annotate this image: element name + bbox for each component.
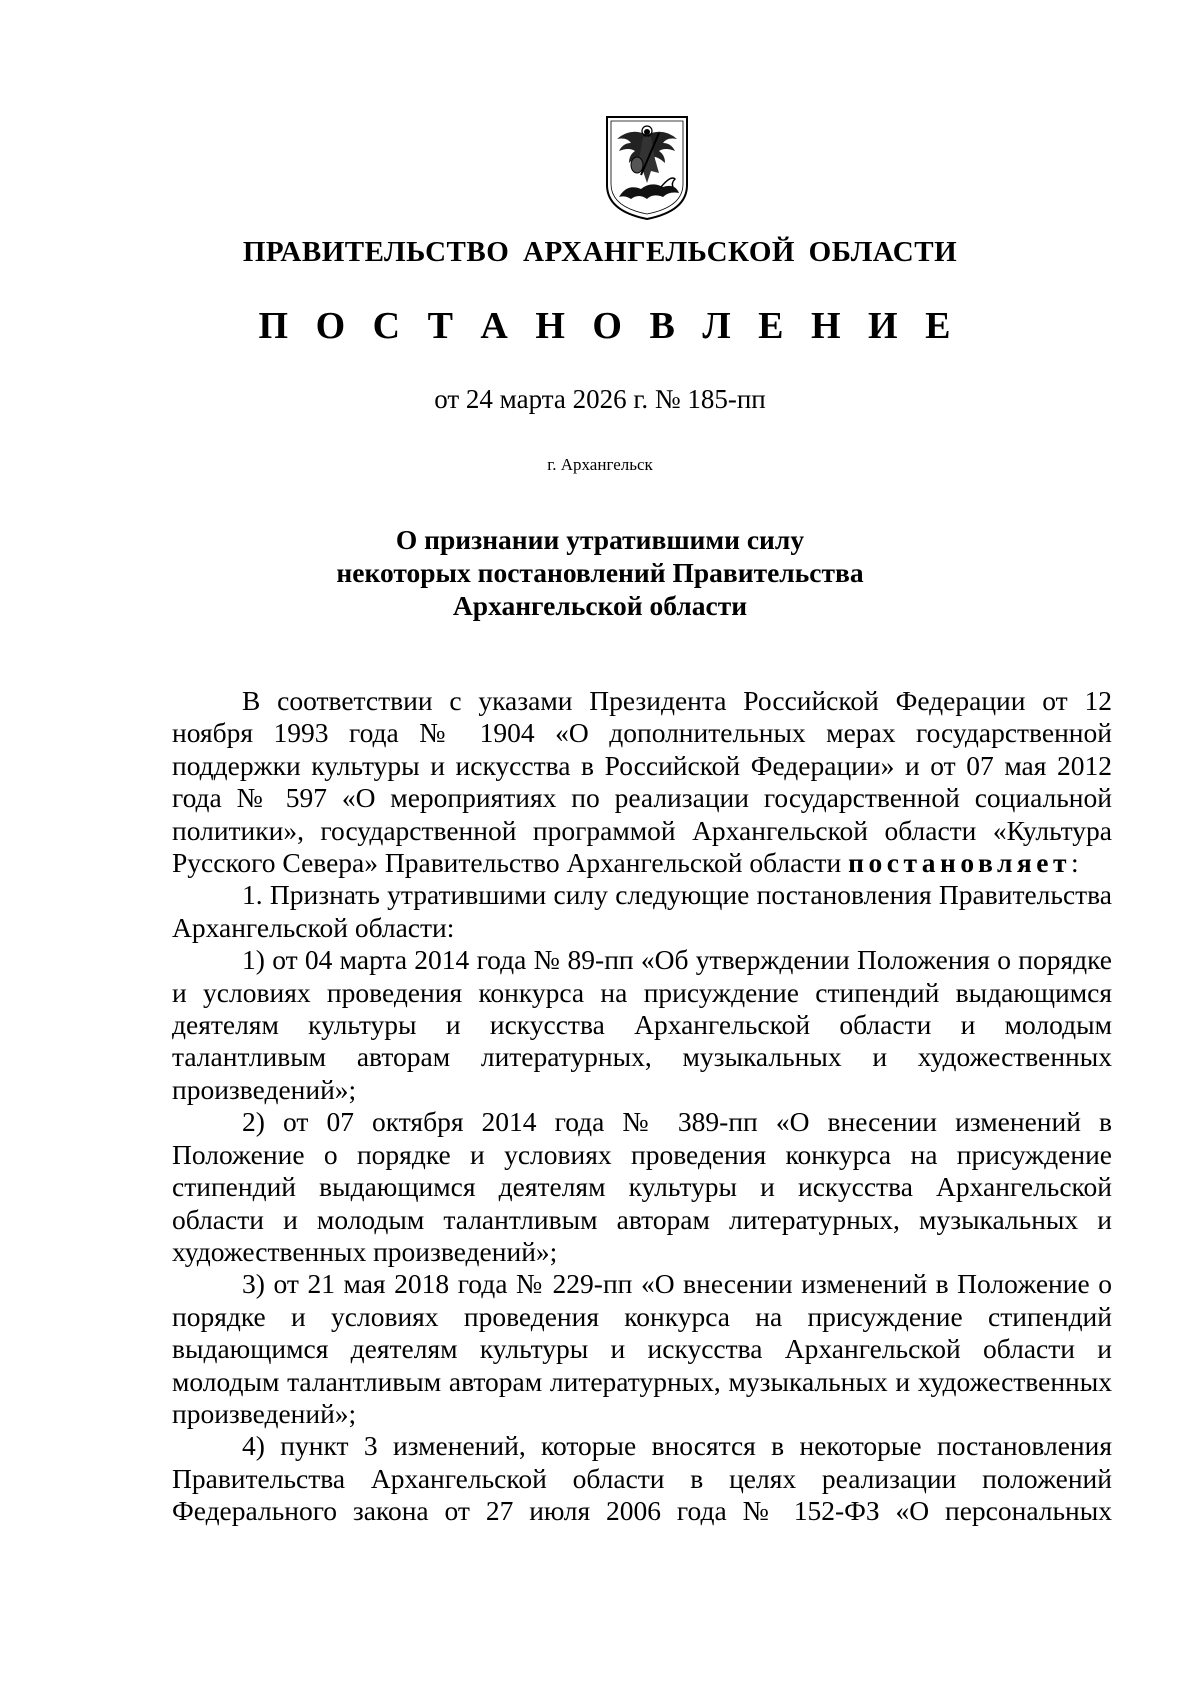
preamble-text: В соответствии с указами Президента Российской Федерации от 12 ноября 1993 года № 1904 «О дополнительных мерах государственной поддержки культуры и искусства в Российской Федерации» и от 07 мая 2012 года № 597 «О мероприятиях по реализации государственной социальной политики», государственной программой Архангельской области «Культура Русского Севера» Правительство Архангельской области	[172, 685, 1112, 879]
city-name: г. Архангельск	[547, 455, 653, 474]
date-number-line: от 24 марта 2026 г. № 185-пп	[434, 384, 766, 414]
preamble-paragraph	[172, 685, 1112, 879]
document-subject	[0, 523, 1200, 622]
decree-colon: :	[1070, 847, 1079, 879]
subitem-4: 4) пункт 3 изменений, которые вносятся в некоторые постановления Правительства Архангельской области в целях реализации положений Федерального закона от 27 июля 2006 года № 152-ФЗ «О персональных	[172, 1430, 1112, 1527]
subject-line: некоторых постановлений Правительства	[336, 557, 864, 588]
subitem-3: 3) от 21 мая 2018 года № 229-пп «О внесении изменений в Положение о порядке и условиях проведения конкурса на присуждение стипендий выдающимся деятелям культуры и искусства Архангельской области и молодым талантливым авторам литературных, музыкальных и художественных произведений»;	[172, 1268, 1112, 1429]
document-body	[172, 685, 1112, 1528]
subitem-2: 2) от 07 октября 2014 года № 389-пп «О внесении изменений в Положение о порядке и условиях проведения конкурса на присуждение стипендий выдающимся деятелям культуры и искусства Архангельской области и молодым талантливым авторам литературных, музыкальных и художественных произведений»;	[172, 1106, 1112, 1267]
subject-line: О признании утратившими силу	[395, 524, 805, 555]
subject-line: Архангельской области	[452, 590, 748, 621]
coat-of-arms-icon	[601, 113, 693, 223]
document-type-title: П О С Т А Н О В Л Е Н И Е	[258, 305, 960, 347]
paragraph-item-1: 1. Признать утратившими силу следующие постановления Правительства Архангельской области:	[172, 879, 1112, 943]
decree-word: постановляет	[848, 847, 1071, 879]
organization-name: ПРАВИТЕЛЬСТВО АРХАНГЕЛЬСКОЙ ОБЛАСТИ	[242, 236, 958, 268]
subitem-1: 1) от 04 марта 2014 года № 89-пп «Об утверждении Положения о порядке и условиях проведения конкурса на присуждение стипендий выдающимся деятелям культуры и искусства Архангельской области и молодым талантливым авторам литературных, музыкальных и художественных произведений»;	[172, 944, 1112, 1105]
